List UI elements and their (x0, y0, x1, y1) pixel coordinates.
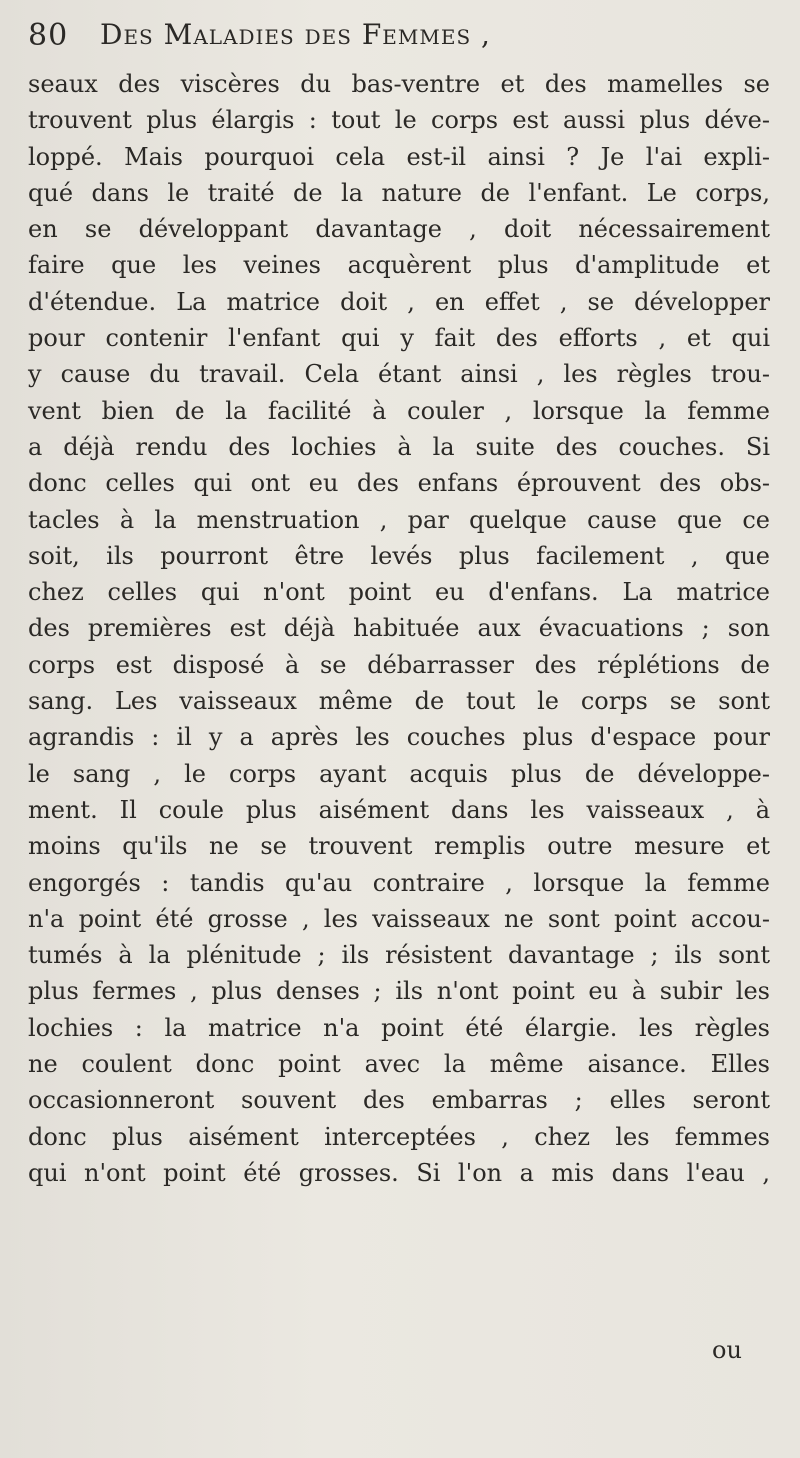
text-line: d'étendue. La matrice doit , en effet , se développer (28, 287, 770, 316)
text-line: plus fermes , plus denses ; ils n'ont point eu à subir les (28, 977, 770, 1006)
text-line: moins qu'ils ne se trouvent remplis outre mesure et (28, 832, 770, 861)
text-line: donc celles qui ont eu des enfans éprouvent des obs- (28, 469, 770, 498)
text-line: tumés à la plénitude ; ils résistent davantage ; ils sont (28, 941, 770, 970)
text-line: agrandis : il y a après les couches plus d'espace pour (28, 723, 770, 752)
text-line: donc plus aisément interceptées , chez les femmes (28, 1122, 770, 1151)
page-header (28, 14, 768, 74)
text-line: ne coulent donc point avec la même aisance. Elles (28, 1050, 770, 1079)
running-title: Des Maladies des Femmes , (100, 18, 491, 51)
body-text (28, 66, 770, 1191)
text-line: seaux des viscères du bas-ventre et des mamelles se (28, 70, 770, 98)
text-line: des premières est déjà habituée aux évacuations ; son (28, 614, 770, 643)
text-line: pour contenir l'enfant qui y fait des efforts , et qui (28, 324, 770, 353)
text-line: qui n'ont point été grosses. Si l'on a mis dans l'eau , (28, 1158, 770, 1187)
text-line: tacles à la menstruation , par quelque cause que ce (28, 505, 770, 534)
text-line: ment. Il coule plus aisément dans les vaisseaux , à (28, 795, 770, 824)
text-line: occasionneront souvent des embarras ; elles seront (28, 1086, 770, 1115)
text-line: corps est disposé à se débarrasser des réplétions de (28, 650, 770, 679)
text-line: le sang , le corps ayant acquis plus de développe- (28, 759, 770, 788)
text-line: chez celles qui n'ont point eu d'enfans. La matrice (28, 578, 770, 607)
text-line: n'a point été grosse , les vaisseaux ne sont point accou- (28, 904, 770, 933)
text-line: soit, ils pourront être levés plus facilement , que (28, 541, 770, 570)
text-line: sang. Les vaisseaux même de tout le corps se sont (28, 687, 770, 716)
catchword: ou (712, 1336, 742, 1364)
text-line: lochies : la matrice n'a point été élargie. les règles (28, 1013, 770, 1042)
page-number: 80 (28, 18, 69, 53)
text-line: a déjà rendu des lochies à la suite des couches. Si (28, 432, 770, 461)
text-line: faire que les veines acquèrent plus d'amplitude et (28, 251, 770, 280)
text-line: trouvent plus élargis : tout le corps est aussi plus déve- (28, 106, 770, 135)
text-line: qué dans le traité de la nature de l'enfant. Le corps, (28, 178, 770, 207)
text-line: engorgés : tandis qu'au contraire , lorsque la femme (28, 868, 770, 897)
text-line: en se développant davantage , doit nécessairement (28, 215, 770, 244)
text-line: loppé. Mais pourquoi cela est-il ainsi ? Je l'ai expli- (28, 142, 770, 171)
text-line: y cause du travail. Cela étant ainsi , les règles trou- (28, 360, 770, 389)
text-line: vent bien de la facilité à couler , lorsque la femme (28, 396, 770, 425)
